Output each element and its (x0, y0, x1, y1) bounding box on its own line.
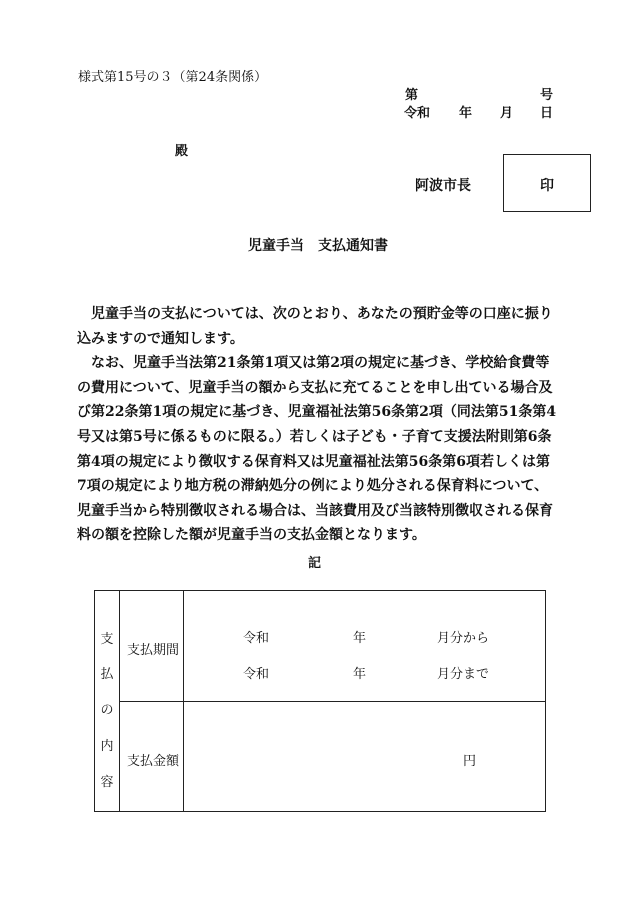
form-id: 様式第15号の３（第24条関係） (78, 70, 268, 85)
date-day: 日 (540, 106, 554, 121)
period-row2-era: 令和 (243, 667, 270, 682)
addressee-suffix: 殿 (175, 144, 189, 159)
period-row1-end: 月分から (437, 631, 490, 646)
side-label-char: 容 (100, 775, 114, 790)
period-row2-year: 年 (353, 667, 367, 682)
side-label-char: 支 (100, 632, 114, 647)
date-year: 年 (459, 106, 473, 121)
stamp-box (503, 154, 591, 212)
side-label-char: 内 (100, 739, 114, 754)
paragraph-2: なお、児童手当法第21条第1項又は第2項の規定に基づき、学校給食費等の費用について、児童手当の額から支払に充てることを申し出ている場合及び第22条第1項の規定に基づき、児童福祉法第56条第2項（同法第51条第4号又は第5号に係るものに限る。）若しくは子ども・子育て支援法附則第6条第4項の規定により徴収する保育料又は児童福祉法第56条第6項若しくは第7項の規定により地方税の滞納処分の例により処分される保育料について、児童手当から特別徴収される場合は、当該費用及び当該特別徴収される保育料の額を控除した額が児童手当の支払金額となります。 (77, 355, 557, 544)
number-prefix: 第 (405, 88, 419, 103)
side-label-char: 払 (100, 667, 114, 682)
document-title: 児童手当 支払通知書 (248, 238, 388, 254)
body-text (77, 302, 557, 548)
date-month: 月 (500, 106, 514, 121)
period-row1-era: 令和 (243, 631, 270, 646)
issuer-name: 阿波市長 (415, 178, 471, 194)
amount-label: 支払金額 (127, 754, 180, 769)
payment-table (94, 590, 546, 812)
stamp-label: 印 (540, 178, 554, 194)
period-row1-year: 年 (353, 631, 367, 646)
ki-label: 記 (308, 556, 322, 571)
period-label: 支払期間 (127, 643, 180, 658)
period-row2-end: 月分まで (437, 667, 490, 682)
paragraph-1: 児童手当の支払については、次のとおり、あなたの預貯金等の口座に振り込みますので通知します。 (77, 306, 553, 347)
amount-unit: 円 (463, 754, 477, 769)
table-divider (119, 701, 545, 702)
side-label-char: の (100, 703, 114, 718)
number-suffix: 号 (540, 88, 554, 103)
date-era: 令和 (404, 106, 431, 121)
